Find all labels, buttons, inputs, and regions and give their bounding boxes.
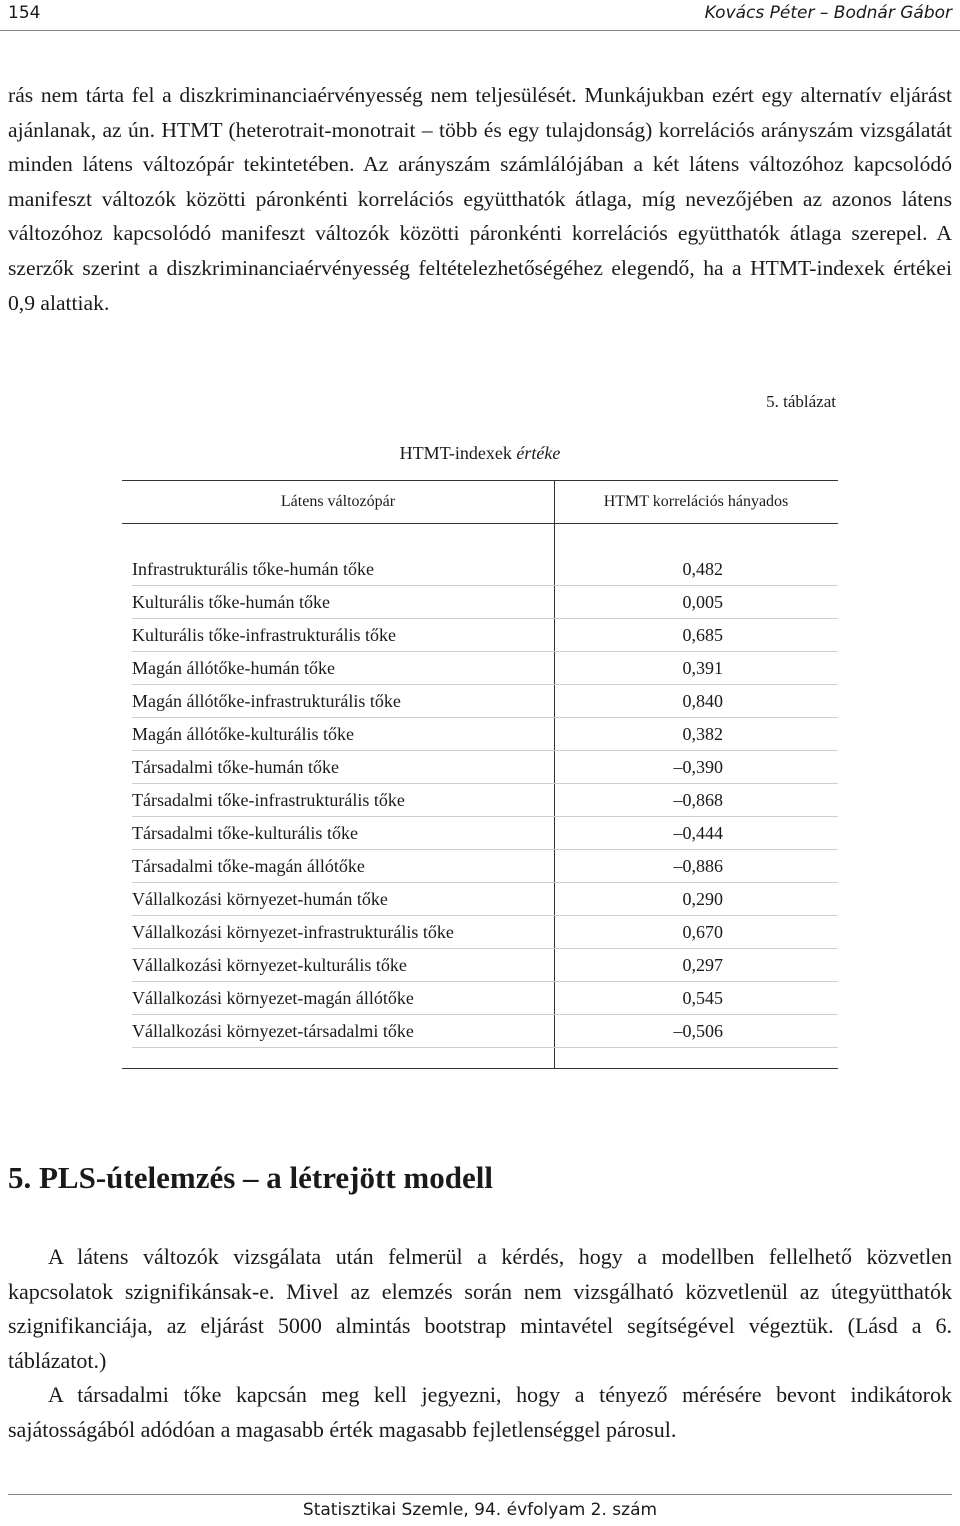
table-row (122, 685, 838, 718)
htmt-value-text: –0,868 (673, 790, 723, 810)
cell-variable-pair (132, 592, 554, 619)
variable-pair-text: Vállalkozási környezet-infrastrukturális tőke (132, 922, 454, 942)
variable-pair-text: Kulturális tőke-infrastrukturális tőke (132, 625, 396, 645)
table-row (122, 949, 838, 982)
cell-htmt-value (554, 658, 838, 685)
table-row (122, 850, 838, 883)
cell-variable-pair (132, 757, 554, 784)
cell-variable-pair (132, 1021, 554, 1048)
table-row (122, 916, 838, 949)
cell-htmt-value (554, 757, 838, 784)
cell-htmt-value (554, 988, 838, 1015)
section-heading: 5. PLS-útelemzés – a létrejött modell (8, 1160, 493, 1195)
variable-pair-text: Kulturális tőke-humán tőke (132, 592, 330, 612)
variable-pair-text: Magán állótőke-humán tőke (132, 658, 335, 678)
table-caption: 5. táblázat (766, 392, 836, 411)
variable-pair-text: Vállalkozási környezet-társadalmi tőke (132, 1021, 414, 1041)
cell-htmt-value (554, 559, 838, 586)
cell-htmt-value (554, 625, 838, 652)
section-paragraph-2: A társadalmi tőke kapcsán meg kell jegyezni, hogy a tényező mérésére bevont indikátorok sajátosságából adódóan a magasabb érték magasabb fejletlenséggel párosul. (8, 1382, 952, 1442)
variable-pair-text: Vállalkozási környezet-kulturális tőke (132, 955, 407, 975)
cell-htmt-value (554, 1021, 838, 1048)
variable-pair-text: Társadalmi tőke-kulturális tőke (132, 823, 358, 843)
cell-htmt-value (554, 691, 838, 718)
cell-variable-pair (132, 988, 554, 1015)
variable-pair-text: Magán állótőke-kulturális tőke (132, 724, 354, 744)
cell-htmt-value (554, 724, 838, 751)
intro-paragraph: rás nem tárta fel a diszkriminanciaérvényesség nem teljesülését. Munkájukban ezért egy alternatív eljárást ajánlanak, az ún. HTMT (heterotrait-monotrait – több és egy tulajdonság) korrelációs arányszám vizsgálatát minden látens változópár tekintetében. Az arányszám számlálójában a két látens változóhoz kapcsolódó manifeszt változók közötti páronkénti korrelációs együtthatók átlaga, míg nevezőjében az azonos látens változóhoz kapcsolódó manifeszt változók közötti páronkénti korrelációs együtthatók átlaga szerepel. A szerzők szerint a diszkriminanciaérvényesség feltételezhetőségéhez elegendő, ha a HTMT-indexek értékei 0,9 alattiak. (8, 83, 952, 315)
htmt-value-text: –0,390 (673, 757, 723, 777)
table-title-text: HTMT-indexek (399, 443, 517, 463)
table-row (122, 619, 838, 652)
htmt-value-text: 0,685 (682, 625, 723, 645)
cell-variable-pair (132, 691, 554, 718)
cell-htmt-value (554, 592, 838, 619)
page-footer: Statisztikai Szemle, 94. évfolyam 2. szám (8, 1494, 952, 1520)
cell-htmt-value (554, 790, 838, 817)
variable-pair-text: Társadalmi tőke-humán tőke (132, 757, 339, 777)
htmt-value-text: 0,545 (682, 988, 723, 1008)
cell-variable-pair (132, 955, 554, 982)
column-header-htmt: HTMT korrelációs hányados (603, 493, 789, 510)
cell-variable-pair (132, 856, 554, 883)
cell-variable-pair (132, 658, 554, 685)
htmt-value-text: 0,005 (682, 592, 723, 612)
variable-pair-text: Társadalmi tőke-magán állótőke (132, 856, 365, 876)
cell-variable-pair (132, 790, 554, 817)
htmt-value-text: 0,670 (682, 922, 723, 942)
htmt-value-text: 0,297 (682, 955, 723, 975)
htmt-value-text: –0,506 (673, 1021, 723, 1041)
cell-htmt-value (554, 823, 838, 850)
htmt-value-text: 0,391 (682, 658, 723, 678)
table-row (122, 817, 838, 850)
table-title-italic: értéke (516, 443, 561, 463)
cell-variable-pair (132, 823, 554, 850)
cell-variable-pair (132, 724, 554, 751)
htmt-table (122, 480, 838, 1069)
table-row (122, 586, 838, 619)
table-header-row (122, 481, 838, 524)
variable-pair-text: Infrastrukturális tőke-humán tőke (132, 559, 374, 579)
htmt-value-text: 0,482 (682, 559, 723, 579)
variable-pair-text: Magán állótőke-infrastrukturális tőke (132, 691, 401, 711)
cell-htmt-value (554, 922, 838, 949)
section-paragraph-1: A látens változók vizsgálata után felmerül a kérdés, hogy a modellben fellelhető közvetlen kapcsolatok szignifikánsak-e. Mivel az elemzés során nem vizsgálható közvetlenül az útegyütthatók szignifikanciája, az eljárást 5000 almintás bootstrap mintavétel segítségével végeztük. (Lásd a 6. táblázatot.) (8, 1244, 952, 1373)
cell-variable-pair (132, 559, 554, 586)
table-body (122, 524, 838, 1068)
page-number: 154 (8, 3, 41, 23)
section-body (8, 1240, 952, 1448)
variable-pair-text: Vállalkozási környezet-magán állótőke (132, 988, 414, 1008)
variable-pair-text: Társadalmi tőke-infrastrukturális tőke (132, 790, 405, 810)
cell-variable-pair (132, 889, 554, 916)
table-row (122, 751, 838, 784)
cell-htmt-value (554, 889, 838, 916)
table-row (122, 982, 838, 1015)
cell-variable-pair (132, 922, 554, 949)
htmt-value-text: 0,840 (682, 691, 723, 711)
column-header-pair: Látens változópár (280, 493, 396, 510)
table-title (122, 443, 838, 464)
htmt-value-text: –0,444 (673, 823, 723, 843)
table-row (122, 553, 838, 586)
page-header (0, 0, 960, 31)
cell-variable-pair (132, 625, 554, 652)
running-head-authors: Kovács Péter – Bodnár Gábor (704, 3, 952, 23)
table-row (122, 1015, 838, 1048)
table-row (122, 652, 838, 685)
table-row (122, 784, 838, 817)
variable-pair-text: Vállalkozási környezet-humán tőke (132, 889, 388, 909)
htmt-value-text: 0,290 (682, 889, 723, 909)
table-row (122, 718, 838, 751)
table-row (122, 883, 838, 916)
cell-htmt-value (554, 856, 838, 883)
htmt-value-text: 0,382 (682, 724, 723, 744)
htmt-value-text: –0,886 (673, 856, 723, 876)
cell-htmt-value (554, 955, 838, 982)
